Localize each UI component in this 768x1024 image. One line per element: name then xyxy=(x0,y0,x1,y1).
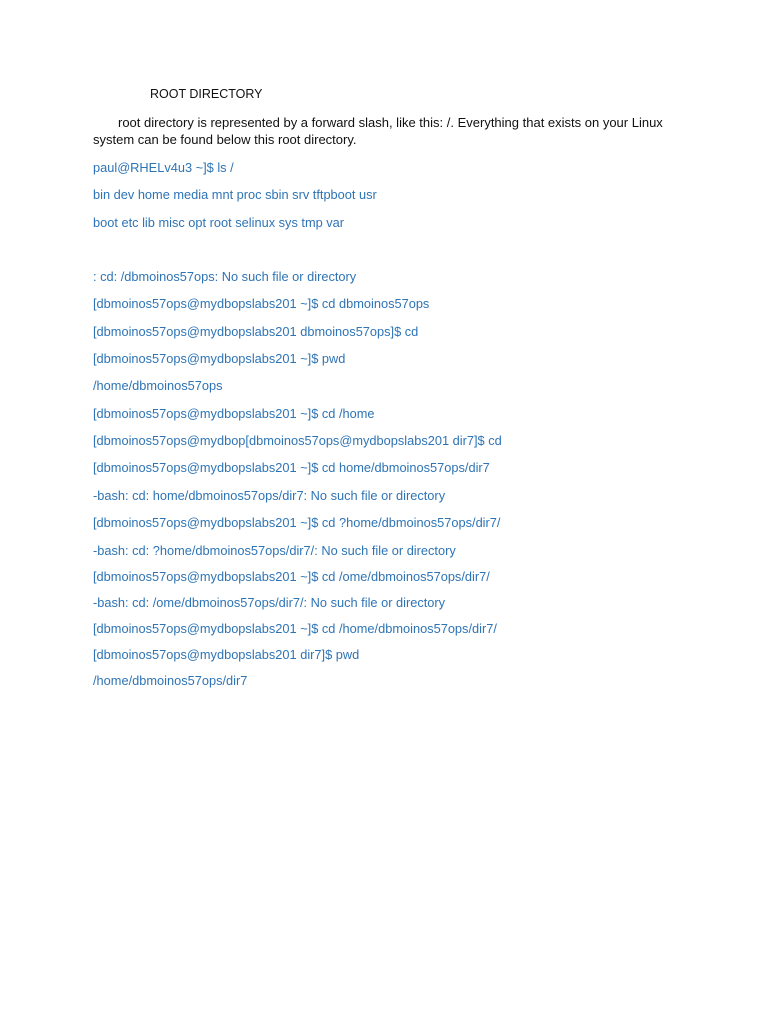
command-line: [dbmoinos57ops@mydbopslabs201 ~]$ cd dbmoinos57ops xyxy=(93,296,430,311)
command-line: [dbmoinos57ops@mydbopslabs201 ~]$ cd /home/dbmoinos57ops/dir7/ xyxy=(93,621,497,636)
command-line: [dbmoinos57ops@mydbopslabs201 ~]$ cd /home xyxy=(93,406,375,421)
command-line: [dbmoinos57ops@mydbopslabs201 dbmoinos57ops]$ cd xyxy=(93,324,419,339)
command-line: paul@RHELv4u3 ~]$ ls / xyxy=(93,160,234,175)
command-line: /home/dbmoinos57ops xyxy=(93,378,223,393)
document-title: ROOT DIRECTORY xyxy=(150,87,263,101)
command-line: [dbmoinos57ops@mydbopslabs201 ~]$ cd ?home/dbmoinos57ops/dir7/ xyxy=(93,515,501,530)
command-line: [dbmoinos57ops@mydbopslabs201 ~]$ pwd xyxy=(93,351,346,366)
command-line: : cd: /dbmoinos57ops: No such file or directory xyxy=(93,269,357,284)
command-line: [dbmoinos57ops@mydbop[dbmoinos57ops@mydbopslabs201 dir7]$ cd xyxy=(93,433,502,448)
command-line: [dbmoinos57ops@mydbopslabs201 ~]$ cd /ome/dbmoinos57ops/dir7/ xyxy=(93,569,490,584)
command-line: bin dev home media mnt proc sbin srv tftpboot usr xyxy=(93,187,377,202)
command-line: -bash: cd: /ome/dbmoinos57ops/dir7/: No such file or directory xyxy=(93,595,446,610)
command-line: boot etc lib misc opt root selinux sys tmp var xyxy=(93,215,345,230)
intro-paragraph: root directory is represented by a forward slash, like this: /. Everything that exists on your Linux system can be found below this root directory. xyxy=(93,115,663,147)
command-line: -bash: cd: ?home/dbmoinos57ops/dir7/: No such file or directory xyxy=(93,543,456,558)
command-line: -bash: cd: home/dbmoinos57ops/dir7: No such file or directory xyxy=(93,488,446,503)
command-line: [dbmoinos57ops@mydbopslabs201 ~]$ cd home/dbmoinos57ops/dir7 xyxy=(93,460,490,475)
command-line: /home/dbmoinos57ops/dir7 xyxy=(93,673,248,688)
command-line: [dbmoinos57ops@mydbopslabs201 dir7]$ pwd xyxy=(93,647,360,662)
